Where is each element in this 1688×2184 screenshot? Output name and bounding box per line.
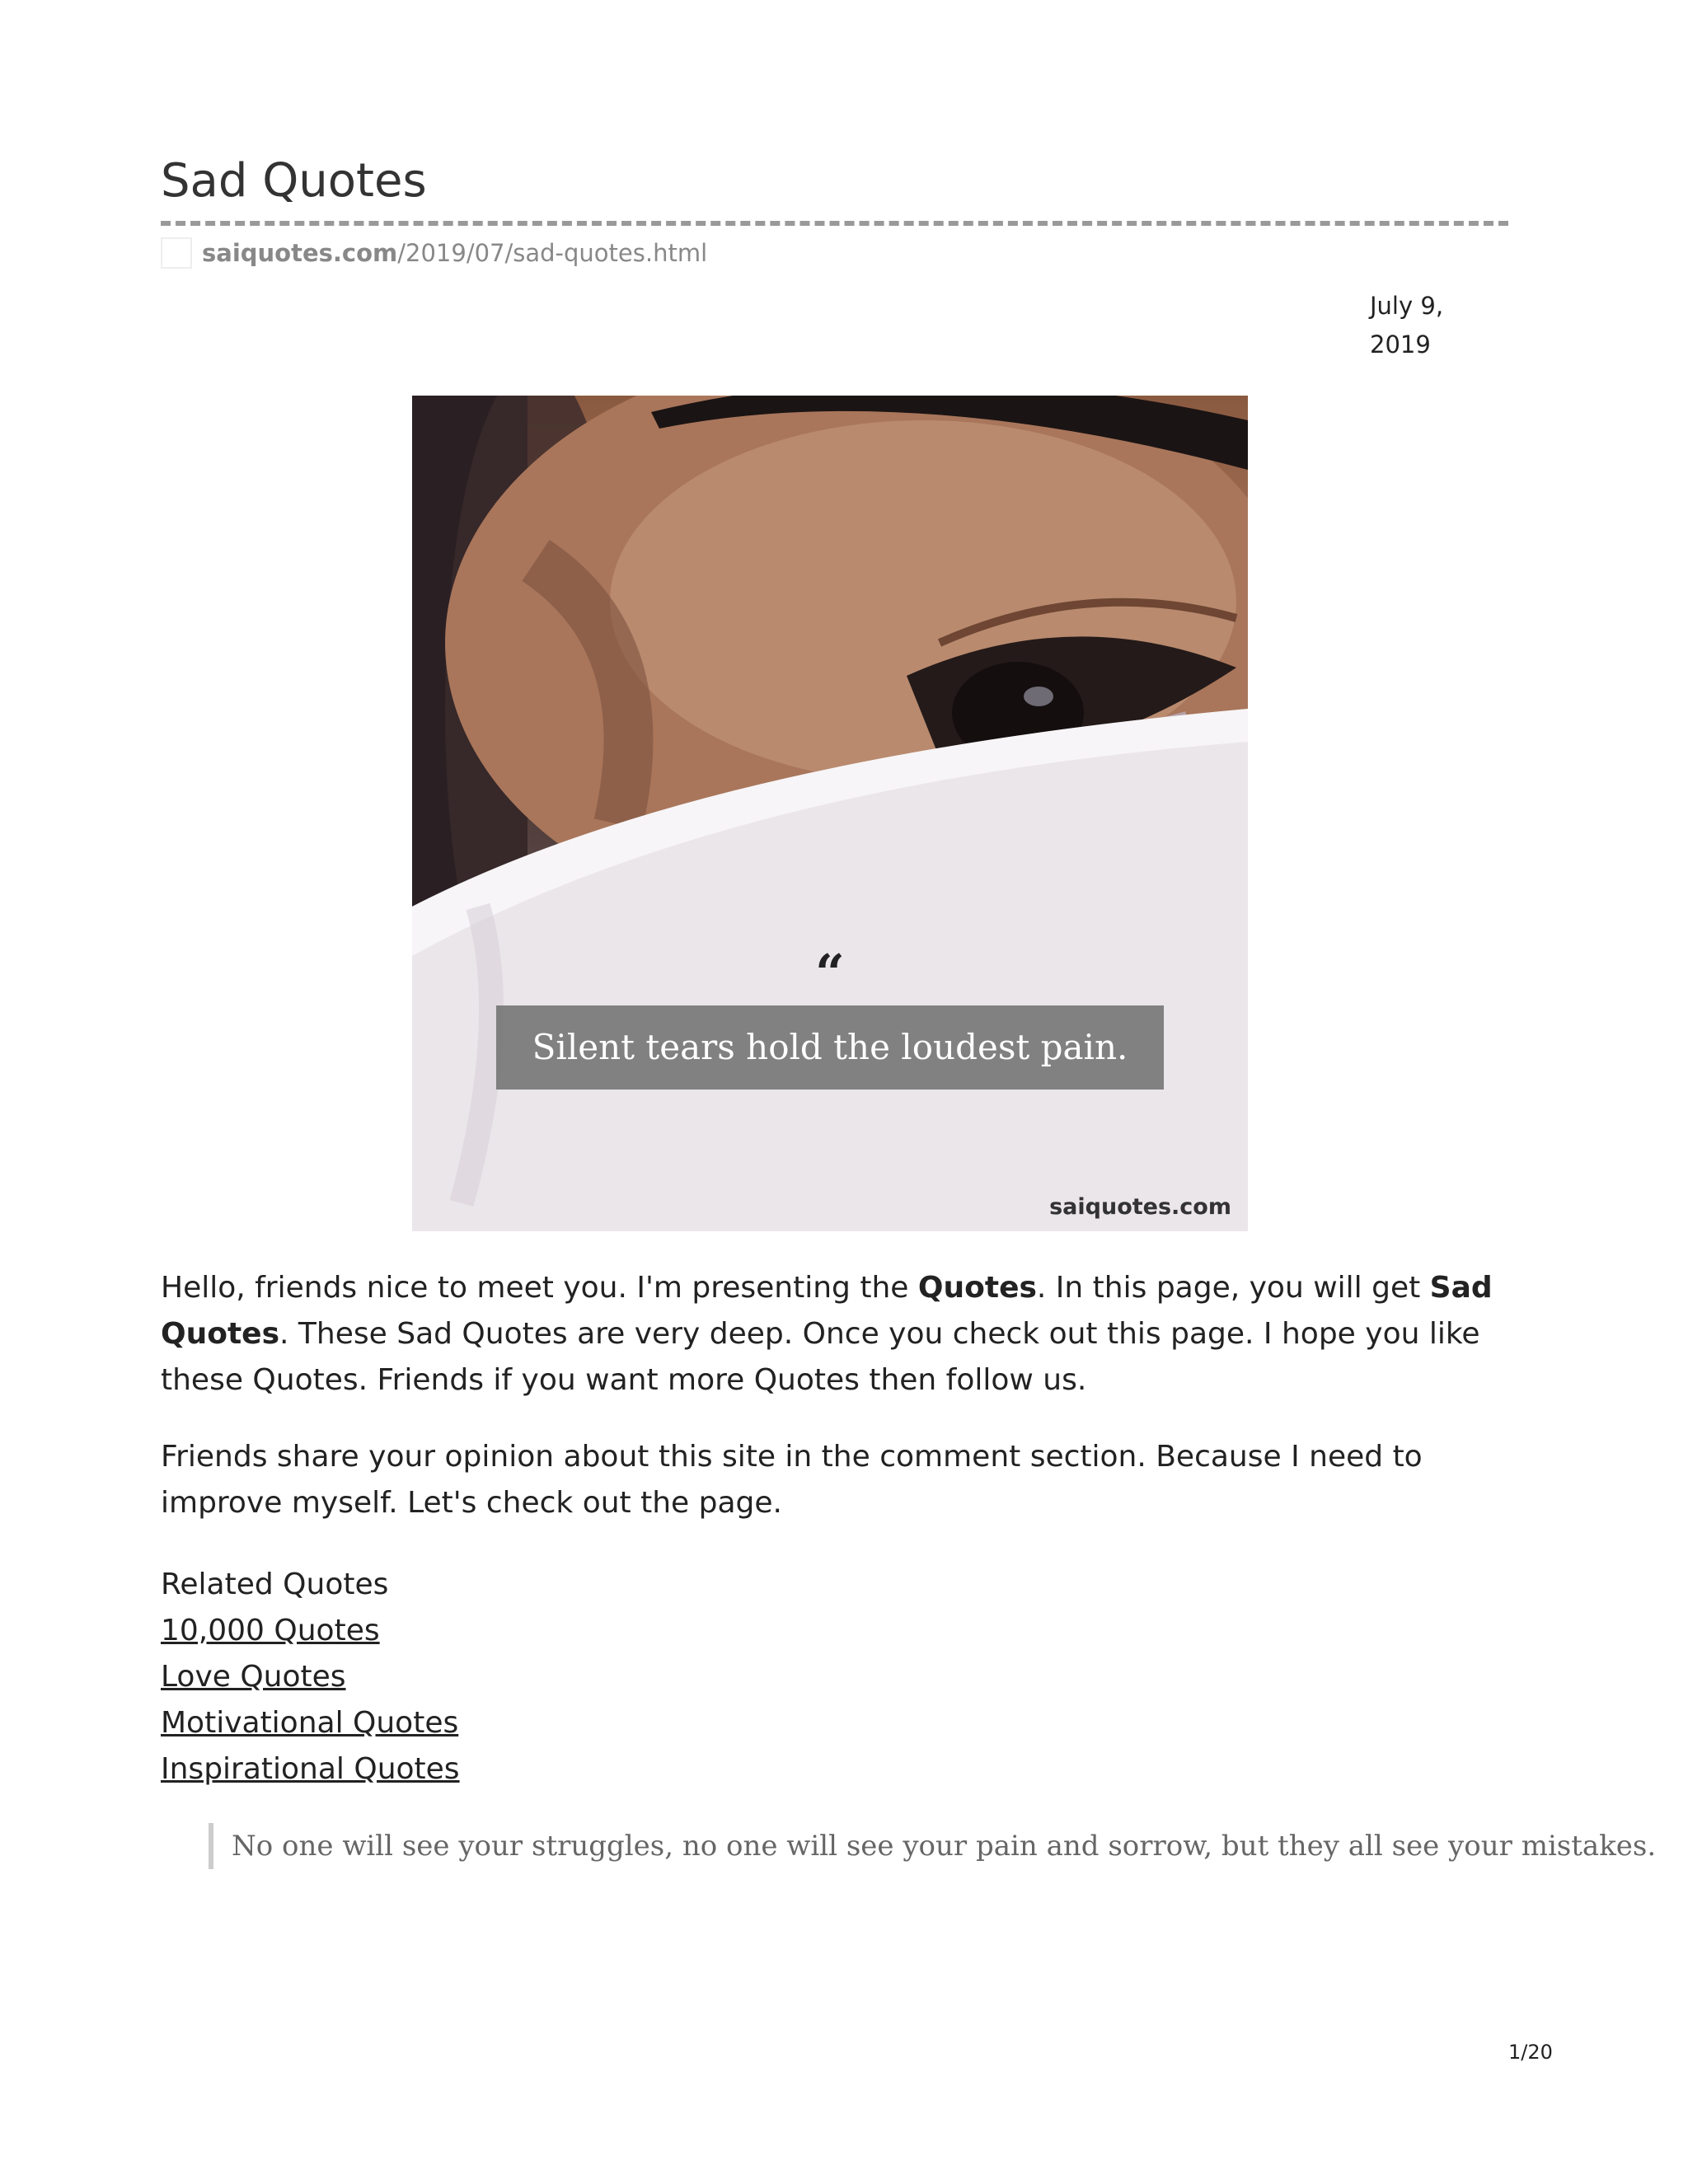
source-domain: saiquotes.com <box>202 239 398 267</box>
related-heading: Related Quotes <box>161 1568 389 1601</box>
intro-text-1: Hello, friends nice to meet you. I'm presenting the <box>161 1271 918 1305</box>
post-date-year: 2019 <box>1370 330 1431 359</box>
page-title: Sad Quotes <box>161 154 427 208</box>
source-link[interactable] <box>161 236 707 270</box>
source-path: /2019/07/sad-quotes.html <box>397 239 708 267</box>
intro-text-3: . These Sad Quotes are very deep. Once you check out this page. I hope you like these Quotes. Friends if you want more Quotes then follow us. <box>161 1317 1480 1397</box>
related-quotes <box>161 1562 460 1793</box>
intro-text-2: . In this page, you will get <box>1036 1271 1430 1305</box>
blockquote: No one will see your struggles, no one will see your pain and sorrow, but they all see your mistakes. <box>209 1823 1526 1869</box>
related-link-10000-quotes[interactable]: 10,000 Quotes <box>161 1614 380 1647</box>
favicon-icon <box>161 237 192 269</box>
page-number: 1/20 <box>1508 2041 1553 2064</box>
opinion-paragraph: Friends share your opinion about this site in the comment section. Because I need to improve myself. Let's check out the page. <box>161 1440 1423 1520</box>
intro-bold-sad-quotes: Sad Quotes <box>161 1271 1493 1351</box>
post-date <box>1370 287 1485 364</box>
hero-image <box>412 396 1248 1231</box>
related-link-love-quotes[interactable]: Love Quotes <box>161 1660 346 1694</box>
intro-bold-quotes: Quotes <box>917 1271 1037 1305</box>
title-divider <box>161 221 1508 226</box>
related-link-inspirational-quotes[interactable]: Inspirational Quotes <box>161 1752 460 1786</box>
hero-quote-mark: “ <box>815 943 845 1003</box>
hero-caption: Silent tears hold the loudest pain. <box>496 1005 1164 1090</box>
post-date-month-day: July 9, <box>1370 292 1444 320</box>
intro-paragraph <box>161 1265 1496 1404</box>
hero-watermark: saiquotes.com <box>1049 1194 1231 1220</box>
related-link-motivational-quotes[interactable]: Motivational Quotes <box>161 1706 459 1740</box>
hero-illustration <box>412 396 1248 1231</box>
